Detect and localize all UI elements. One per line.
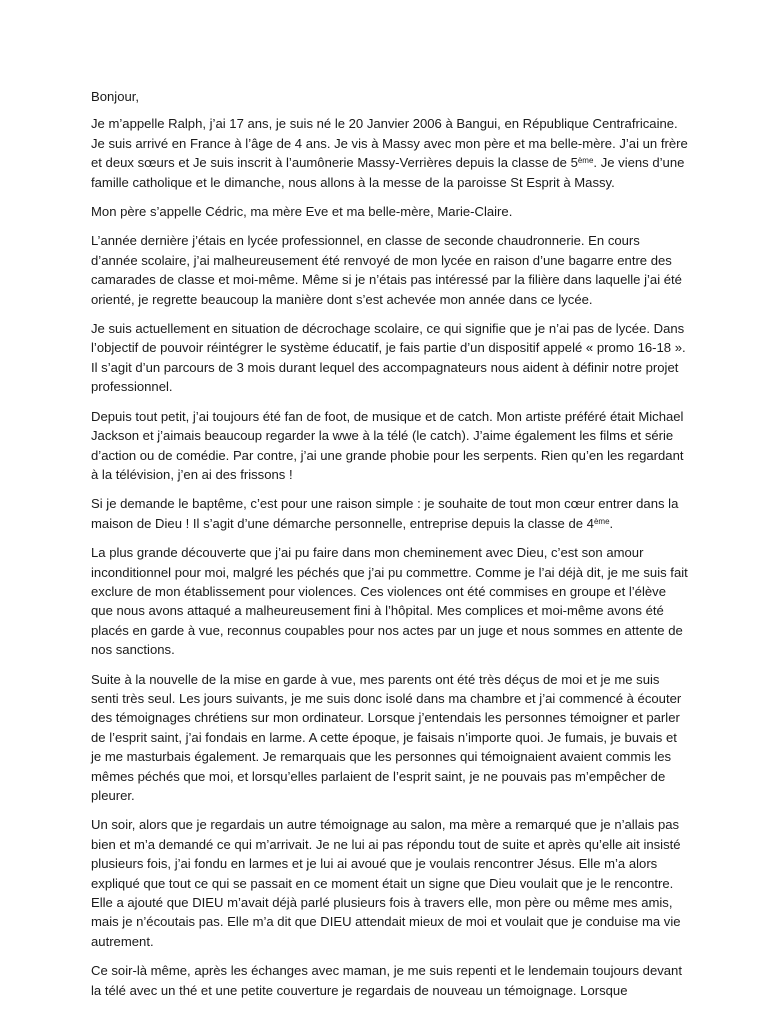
paragraph-text: . Je viens d’une famille catholique et le dimanche, nous allons à la messe de la paroisse St Esprit à Massy.	[91, 155, 685, 190]
paragraph-hobbies: Depuis tout petit, j’ai toujours été fan de foot, de musique et de catch. Mon artiste préféré était Michael Jackson et j’aimais beaucoup regarder la wwe à la télé (le catch). J’aime également les films et série d’action ou de comédie. Par contre, j’ai une grande phobie pour les serpents. Rien qu’en les regardant à la télévision, j’en ai des frissons !	[91, 408, 684, 482]
paragraph-school-last-year: L’année dernière j’étais en lycée professionnel, en classe de seconde chaudronnerie. En cours d’année scolaire, j’ai malheureusement été renvoyé de mon lycée en raison d’une bagarre entre des camarades de classe et moi-même. Même si je n’étais pas intéressé par la filière dans laquelle j’ai été orienté, je regrette beaucoup la manière dont s’est achevée mon année dans ce lycée.	[91, 233, 682, 307]
paragraph-custody-aftermath: Suite à la nouvelle de la mise en garde à vue, mes parents ont été très déçus de moi et je me suis senti très seul. Les jours suivants, je me suis donc isolé dans ma chambre et j’ai commencé à écouter des témoignages chrétiens sur mon ordinateur. Lorsque j’entendais les personnes témoigner et parler de l’esprit saint, j’ai fondais en larme. A cette époque, je faisais n’importe quoi. Je fumais, je buvais et je me masturbais également. Je remarquais que les personnes qui témoignaient avaient commis les mêmes péchés que moi, et lorsqu’elles parlaient de l’esprit saint, je ne pouvais pas m’empêcher de pleurer.	[91, 671, 682, 803]
superscript-ordinal: ème	[593, 516, 610, 526]
paragraph-discovery: La plus grande découverte que j’ai pu faire dans mon cheminement avec Dieu, c’est son amour inconditionnel pour moi, malgré les péchés que j’ai pu commettre. Comme je l’ai déjà dit, je me suis fait exclure de mon établissement pour violences. Ces violences ont été commises en groupe et l’élève que nous avons attaqué a malheureusement fini à l’hôpital. Mes complices et moi-même avons été placés en garde à vue, reconnus coupables pour nos actes par un juge et nous sommes en attente de nos sanctions.	[91, 545, 688, 658]
paragraph-text: .	[609, 515, 614, 531]
paragraph-family: Mon père s’appelle Cédric, ma mère Eve et ma belle-mère, Marie-Claire.	[91, 204, 513, 220]
paragraph-text: Je m’appelle Ralph, j’ai 17 ans, je suis né le 20 Janvier 2006 à Bangui, en République Centrafricaine. Je suis arrivé en France à l’âge de 4 ans. Je vis à Massy avec mon père et ma belle-mère. J’ai un frère et deux sœurs et Je suis inscrit à l’aumônerie Massy-Verrières depuis la classe de 5	[91, 116, 688, 171]
paragraph-text: Si je demande le baptême, c’est pour une raison simple : je souhaite de tout mon cœur entrer dans la maison de Dieu ! Il s’agit d’une démarche personnelle, entreprise depuis la classe de 4	[91, 496, 679, 531]
superscript-ordinal: ème	[577, 156, 594, 166]
paragraph-repentance: Ce soir-là même, après les échanges avec maman, je me suis repenti et le lendemain toujours devant la télé avec un thé et une petite couverture je regardais de nouveau un témoignage. Lorsque	[91, 963, 682, 998]
paragraph-baptism-reason	[91, 494, 689, 533]
paragraph-introduction	[91, 114, 689, 192]
greeting: Bonjour,	[91, 89, 140, 104]
letter-body	[91, 87, 689, 1010]
paragraph-current-situation: Je suis actuellement en situation de décrochage scolaire, ce qui signifie que je n’ai pas de lycée. Dans l’objectif de pouvoir réintégrer le système éducatif, je fais partie d’un dispositif appelé « promo 16-18 ». Il s’agit d’un parcours de 3 mois durant lequel des accompagnateurs nous aident à définir notre projet professionnel.	[91, 321, 686, 395]
paragraph-mother-conversation: Un soir, alors que je regardais un autre témoignage au salon, ma mère a remarqué que je n’allais pas bien et m’a demandé ce qui m’arrivait. Je ne lui ai pas répondu tout de suite et après qu’elle ait insisté plusieurs fois, j’ai fondu en larmes et je lui ai avoué que je voulais rencontrer Jésus. Elle m’a alors expliqué que tout ce qui se passait en ce moment était un signe que Dieu voulait que je le rencontre. Elle a ajouté que DIEU m’avait déjà parlé plusieurs fois à travers elle, mon père ou même mes amis, mais je n’écoutais pas. Elle m’a dit que DIEU attendait mieux de moi et voulait que je conduise ma vie autrement.	[91, 817, 681, 949]
